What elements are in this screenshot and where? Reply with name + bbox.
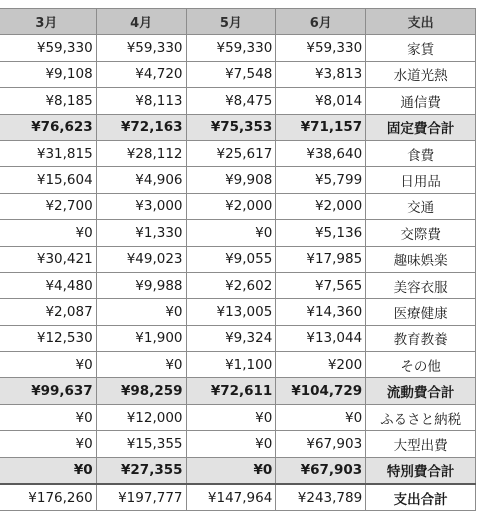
value-cell[interactable]: ¥8,113: [96, 88, 186, 114]
value-cell[interactable]: ¥30,421: [0, 246, 96, 272]
subtotal-cell[interactable]: ¥75,353: [186, 114, 276, 140]
table-row: [0, 35, 476, 61]
value-cell[interactable]: ¥15,355: [96, 431, 186, 457]
value-cell[interactable]: ¥9,324: [186, 325, 276, 351]
value-cell[interactable]: ¥28,112: [96, 140, 186, 166]
subtotal-cell[interactable]: ¥98,259: [96, 378, 186, 404]
value-cell[interactable]: ¥59,330: [186, 35, 276, 61]
value-cell[interactable]: ¥59,330: [0, 35, 96, 61]
value-cell[interactable]: ¥0: [276, 404, 366, 430]
value-cell[interactable]: ¥200: [276, 352, 366, 378]
subtotal-row: [0, 457, 476, 484]
value-cell[interactable]: ¥14,360: [276, 299, 366, 325]
subtotal-cell[interactable]: ¥72,611: [186, 378, 276, 404]
category-cell[interactable]: ふるさと納税: [366, 404, 476, 430]
value-cell[interactable]: ¥7,565: [276, 272, 366, 298]
table-row: [0, 167, 476, 193]
value-cell[interactable]: ¥0: [96, 352, 186, 378]
value-cell[interactable]: ¥9,055: [186, 246, 276, 272]
value-cell[interactable]: ¥0: [0, 220, 96, 246]
total-cell[interactable]: ¥176,260: [0, 484, 96, 511]
table-row: [0, 140, 476, 166]
value-cell[interactable]: ¥0: [186, 404, 276, 430]
category-cell[interactable]: 水道光熱: [366, 61, 476, 87]
value-cell[interactable]: ¥2,087: [0, 299, 96, 325]
value-cell[interactable]: ¥2,000: [276, 193, 366, 219]
total-cell[interactable]: ¥197,777: [96, 484, 186, 511]
value-cell[interactable]: ¥8,185: [0, 88, 96, 114]
value-cell[interactable]: ¥38,640: [276, 140, 366, 166]
total-label-cell[interactable]: 支出合計: [366, 484, 476, 511]
subtotal-cell[interactable]: ¥67,903: [276, 457, 366, 484]
value-cell[interactable]: ¥8,014: [276, 88, 366, 114]
table-row: [0, 325, 476, 351]
value-cell[interactable]: ¥2,000: [186, 193, 276, 219]
month-header-cell[interactable]: 4月: [96, 9, 186, 35]
subtotal-label-cell[interactable]: 流動費合計: [366, 378, 476, 404]
value-cell[interactable]: ¥0: [0, 352, 96, 378]
subtotal-cell[interactable]: ¥27,355: [96, 457, 186, 484]
category-cell[interactable]: 趣味娯楽: [366, 246, 476, 272]
value-cell[interactable]: ¥0: [0, 404, 96, 430]
value-cell[interactable]: ¥9,108: [0, 61, 96, 87]
category-cell[interactable]: 教育教養: [366, 325, 476, 351]
subtotal-cell[interactable]: ¥71,157: [276, 114, 366, 140]
total-cell[interactable]: ¥147,964: [186, 484, 276, 511]
subtotal-cell[interactable]: ¥76,623: [0, 114, 96, 140]
total-cell[interactable]: ¥243,789: [276, 484, 366, 511]
value-cell[interactable]: ¥1,100: [186, 352, 276, 378]
month-header-cell[interactable]: 6月: [276, 9, 366, 35]
subtotal-cell[interactable]: ¥72,163: [96, 114, 186, 140]
value-cell[interactable]: ¥3,000: [96, 193, 186, 219]
category-cell[interactable]: 家賃: [366, 35, 476, 61]
value-cell[interactable]: ¥4,480: [0, 272, 96, 298]
subtotal-label-cell[interactable]: 固定費合計: [366, 114, 476, 140]
value-cell[interactable]: ¥5,799: [276, 167, 366, 193]
category-cell[interactable]: 大型出費: [366, 431, 476, 457]
category-cell[interactable]: 美容衣服: [366, 272, 476, 298]
table-row: [0, 404, 476, 430]
value-cell[interactable]: ¥13,005: [186, 299, 276, 325]
category-cell[interactable]: 日用品: [366, 167, 476, 193]
value-cell[interactable]: ¥9,908: [186, 167, 276, 193]
subtotal-row: [0, 378, 476, 404]
table-row: [0, 88, 476, 114]
value-cell[interactable]: ¥1,330: [96, 220, 186, 246]
subtotal-cell[interactable]: ¥0: [186, 457, 276, 484]
subtotal-label-cell[interactable]: 特別費合計: [366, 457, 476, 484]
value-cell[interactable]: ¥7,548: [186, 61, 276, 87]
total-row: [0, 484, 476, 511]
value-cell[interactable]: ¥1,900: [96, 325, 186, 351]
table-row: [0, 193, 476, 219]
value-cell[interactable]: ¥2,602: [186, 272, 276, 298]
value-cell[interactable]: ¥4,720: [96, 61, 186, 87]
subtotal-cell[interactable]: ¥104,729: [276, 378, 366, 404]
category-cell[interactable]: その他: [366, 352, 476, 378]
value-cell[interactable]: ¥25,617: [186, 140, 276, 166]
category-cell[interactable]: 交際費: [366, 220, 476, 246]
value-cell[interactable]: ¥13,044: [276, 325, 366, 351]
category-header-cell[interactable]: 支出: [366, 9, 476, 35]
month-header-cell[interactable]: 3月: [0, 9, 96, 35]
table-row: [0, 220, 476, 246]
category-cell[interactable]: 交通: [366, 193, 476, 219]
subtotal-cell[interactable]: ¥0: [0, 457, 96, 484]
value-cell[interactable]: ¥12,530: [0, 325, 96, 351]
category-cell[interactable]: 医療健康: [366, 299, 476, 325]
table-row: [0, 272, 476, 298]
value-cell[interactable]: ¥0: [96, 299, 186, 325]
value-cell[interactable]: ¥15,604: [0, 167, 96, 193]
value-cell[interactable]: ¥2,700: [0, 193, 96, 219]
expense-sheet: [0, 8, 476, 511]
value-cell[interactable]: ¥0: [186, 431, 276, 457]
table-row: [0, 431, 476, 457]
table-row: [0, 352, 476, 378]
value-cell[interactable]: ¥17,985: [276, 246, 366, 272]
subtotal-row: [0, 114, 476, 140]
header-row: [0, 9, 476, 35]
value-cell[interactable]: ¥31,815: [0, 140, 96, 166]
value-cell[interactable]: ¥5,136: [276, 220, 366, 246]
value-cell[interactable]: ¥59,330: [276, 35, 366, 61]
value-cell[interactable]: ¥59,330: [96, 35, 186, 61]
table-row: [0, 61, 476, 87]
value-cell[interactable]: ¥0: [186, 220, 276, 246]
value-cell[interactable]: ¥4,906: [96, 167, 186, 193]
month-header-cell[interactable]: 5月: [186, 9, 276, 35]
table-row: [0, 246, 476, 272]
category-cell[interactable]: 食費: [366, 140, 476, 166]
value-cell[interactable]: ¥8,475: [186, 88, 276, 114]
subtotal-cell[interactable]: ¥99,637: [0, 378, 96, 404]
value-cell[interactable]: ¥49,023: [96, 246, 186, 272]
category-cell[interactable]: 通信費: [366, 88, 476, 114]
value-cell[interactable]: ¥67,903: [276, 431, 366, 457]
value-cell[interactable]: ¥12,000: [96, 404, 186, 430]
value-cell[interactable]: ¥9,988: [96, 272, 186, 298]
value-cell[interactable]: ¥3,813: [276, 61, 366, 87]
value-cell[interactable]: ¥0: [0, 431, 96, 457]
table-row: [0, 299, 476, 325]
